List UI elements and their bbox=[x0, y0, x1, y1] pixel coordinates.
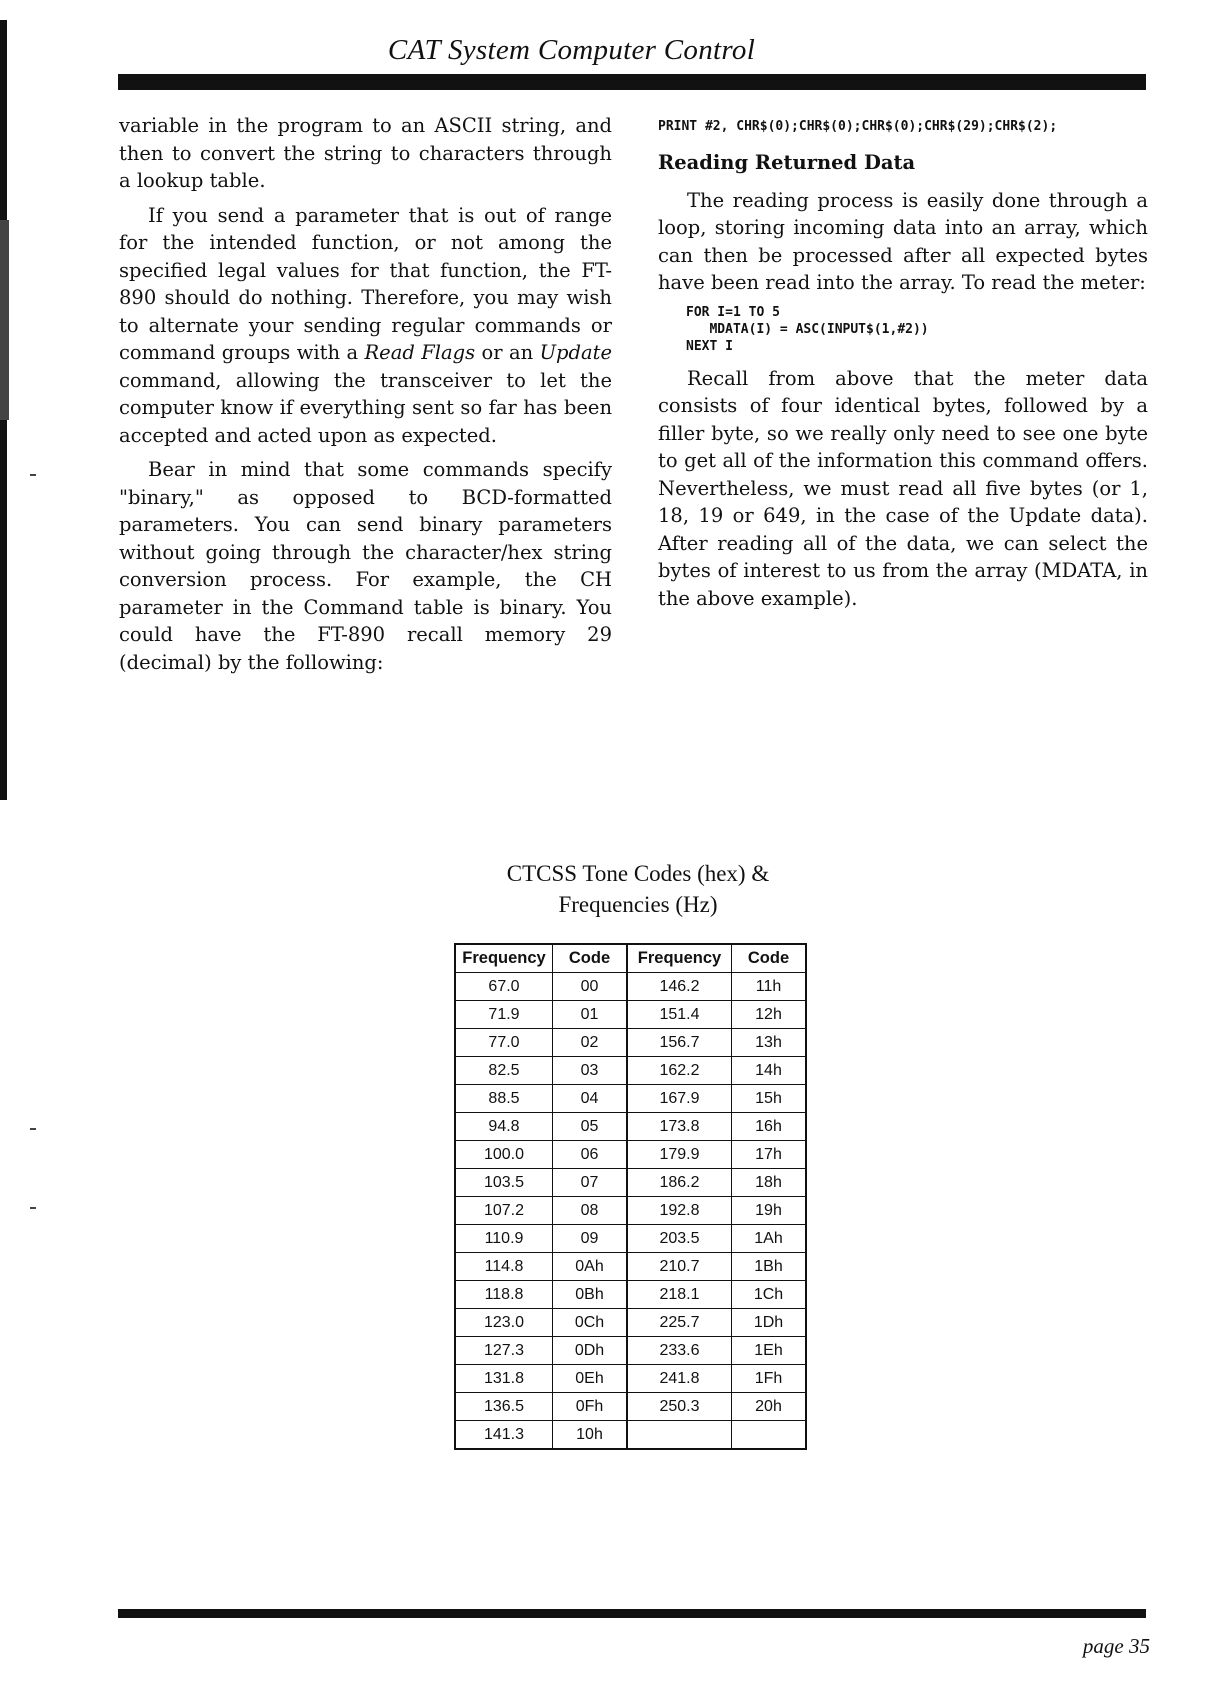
code-cell: 11h bbox=[732, 973, 807, 1001]
table-row bbox=[455, 1365, 806, 1393]
code-cell: 00 bbox=[553, 973, 628, 1001]
code-cell: 05 bbox=[553, 1113, 628, 1141]
table-row bbox=[455, 1421, 806, 1450]
code-cell: 12h bbox=[732, 1001, 807, 1029]
table-row bbox=[455, 1113, 806, 1141]
scan-mark bbox=[30, 474, 36, 476]
frequency-cell: 233.6 bbox=[627, 1337, 732, 1365]
code-cell: 20h bbox=[732, 1393, 807, 1421]
page-number: page 35 bbox=[1082, 1634, 1150, 1658]
table-title-line: CTCSS Tone Codes (hex) & bbox=[506, 861, 770, 886]
code-cell: 13h bbox=[732, 1029, 807, 1057]
text-span: command, allowing the transceiver to let the computer know if everything sent so far has been accepted and acted upon as expected. bbox=[119, 368, 612, 447]
frequency-cell: 118.8 bbox=[455, 1281, 553, 1309]
code-cell: 1Dh bbox=[732, 1309, 807, 1337]
paragraph-lookup-table: variable in the program to an ASCII string, and then to convert the string to characters through a lookup table. bbox=[119, 114, 612, 192]
frequency-cell: 192.8 bbox=[627, 1197, 732, 1225]
code-cell: 07 bbox=[553, 1169, 628, 1197]
section-heading: Reading Returned Data bbox=[658, 151, 916, 174]
column-header: Frequency bbox=[627, 944, 732, 973]
frequency-cell: 146.2 bbox=[627, 973, 732, 1001]
table-row bbox=[455, 1029, 806, 1057]
code-cell: 02 bbox=[553, 1029, 628, 1057]
code-cell: 01 bbox=[553, 1001, 628, 1029]
table-row bbox=[455, 1225, 806, 1253]
frequency-cell: 218.1 bbox=[627, 1281, 732, 1309]
column-header: Code bbox=[553, 944, 628, 973]
frequency-cell: 110.9 bbox=[455, 1225, 553, 1253]
table-header-row bbox=[455, 944, 806, 973]
frequency-cell: 225.7 bbox=[627, 1309, 732, 1337]
code-cell: 0Dh bbox=[553, 1337, 628, 1365]
table-row bbox=[455, 1393, 806, 1421]
table-row bbox=[455, 1057, 806, 1085]
code-line: FOR I=1 TO 5 bbox=[686, 304, 780, 320]
code-cell: 03 bbox=[553, 1057, 628, 1085]
frequency-cell: 127.3 bbox=[455, 1337, 553, 1365]
right-column bbox=[658, 112, 1148, 619]
scan-edge-shadow bbox=[0, 220, 9, 420]
frequency-cell: 107.2 bbox=[455, 1197, 553, 1225]
table-row bbox=[455, 1309, 806, 1337]
table-title-line: Frequencies (Hz) bbox=[558, 892, 718, 917]
read-flags-term: Read Flags bbox=[364, 341, 476, 364]
frequency-cell: 179.9 bbox=[627, 1141, 732, 1169]
code-cell bbox=[732, 1421, 807, 1450]
frequency-cell: 67.0 bbox=[455, 973, 553, 1001]
code-cell: 1Eh bbox=[732, 1337, 807, 1365]
code-cell: 0Fh bbox=[553, 1393, 628, 1421]
frequency-cell: 186.2 bbox=[627, 1169, 732, 1197]
table-row bbox=[455, 1169, 806, 1197]
code-cell: 1Ah bbox=[732, 1225, 807, 1253]
frequency-cell: 131.8 bbox=[455, 1365, 553, 1393]
footer-rule bbox=[118, 1609, 1146, 1618]
code-cell: 1Fh bbox=[732, 1365, 807, 1393]
frequency-cell: 162.2 bbox=[627, 1057, 732, 1085]
ctcss-tone-table bbox=[454, 943, 807, 1450]
code-cell: 0Eh bbox=[553, 1365, 628, 1393]
code-cell: 18h bbox=[732, 1169, 807, 1197]
code-cell: 0Bh bbox=[553, 1281, 628, 1309]
header-rule bbox=[118, 74, 1146, 90]
paragraph-binary-parameters: Bear in mind that some commands specify "binary," as opposed to BCD-formatted parameters. You can send binary parameters without going through the character/hex string conversion process. For example, the CH parameter in the Command table is binary. You could have the FT-890 recall memory 29 (decimal) by the following: bbox=[119, 458, 612, 674]
scan-mark bbox=[30, 1128, 36, 1130]
table-row bbox=[455, 1253, 806, 1281]
table-row bbox=[455, 1281, 806, 1309]
frequency-cell: 241.8 bbox=[627, 1365, 732, 1393]
paragraph-out-of-range bbox=[119, 202, 612, 450]
frequency-cell: 77.0 bbox=[455, 1029, 553, 1057]
frequency-cell: 100.0 bbox=[455, 1141, 553, 1169]
column-header: Frequency bbox=[455, 944, 553, 973]
code-cell: 14h bbox=[732, 1057, 807, 1085]
code-cell: 09 bbox=[553, 1225, 628, 1253]
code-cell: 17h bbox=[732, 1141, 807, 1169]
update-term: Update bbox=[539, 341, 612, 364]
table-row bbox=[455, 1085, 806, 1113]
frequency-cell: 167.9 bbox=[627, 1085, 732, 1113]
table-row bbox=[455, 1001, 806, 1029]
left-column bbox=[119, 112, 612, 683]
print-code-line: PRINT #2, CHR$(0);CHR$(0);CHR$(0);CHR$(29);CHR$(2); bbox=[658, 119, 1058, 134]
code-cell: 06 bbox=[553, 1141, 628, 1169]
frequency-cell: 103.5 bbox=[455, 1169, 553, 1197]
text-span: If you send a parameter that is out of range for the intended function, or not among the specified legal values for that function, the FT-890 should do nothing. Therefore, you may wish to alternate your sending regular commands or command groups with a bbox=[119, 203, 612, 364]
frequency-cell: 151.4 bbox=[627, 1001, 732, 1029]
table-row bbox=[455, 1141, 806, 1169]
frequency-cell: 173.8 bbox=[627, 1113, 732, 1141]
code-line: NEXT I bbox=[686, 338, 733, 354]
table-row bbox=[455, 1337, 806, 1365]
frequency-cell: 136.5 bbox=[455, 1393, 553, 1421]
frequency-cell: 210.7 bbox=[627, 1253, 732, 1281]
code-cell: 16h bbox=[732, 1113, 807, 1141]
code-cell: 19h bbox=[732, 1197, 807, 1225]
frequency-cell bbox=[627, 1421, 732, 1450]
table-row bbox=[455, 973, 806, 1001]
code-cell: 15h bbox=[732, 1085, 807, 1113]
column-header: Code bbox=[732, 944, 807, 973]
code-cell: 0Ch bbox=[553, 1309, 628, 1337]
meter-read-code bbox=[686, 304, 1148, 355]
frequency-cell: 82.5 bbox=[455, 1057, 553, 1085]
frequency-cell: 94.8 bbox=[455, 1113, 553, 1141]
code-cell: 1Ch bbox=[732, 1281, 807, 1309]
table-title bbox=[418, 858, 858, 920]
page-header-title: CAT System Computer Control bbox=[387, 34, 756, 66]
code-cell: 0Ah bbox=[553, 1253, 628, 1281]
code-cell: 10h bbox=[553, 1421, 628, 1450]
table-row bbox=[455, 1197, 806, 1225]
text-span: or an bbox=[475, 341, 540, 364]
code-cell: 04 bbox=[553, 1085, 628, 1113]
paragraph-meter-data: Recall from above that the meter data consists of four identical bytes, followed by a filler byte, so we really only need to see one byte to get all of the information this command offers. Nevertheless, we must read all five bytes (or 1, 18, 19 or 649, in the case of the Update data). After reading all of the data, we can select the bytes of interest to us from the array (MDATA, in the above example). bbox=[658, 366, 1148, 610]
frequency-cell: 141.3 bbox=[455, 1421, 553, 1450]
frequency-cell: 71.9 bbox=[455, 1001, 553, 1029]
paragraph-reading-process: The reading process is easily done through a loop, storing incoming data into an array, which can then be processed after all expected bytes have been read into the array. To read the meter: bbox=[658, 188, 1148, 294]
frequency-cell: 250.3 bbox=[627, 1393, 732, 1421]
code-line: MDATA(I) = ASC(INPUT$(1,#2)) bbox=[686, 321, 929, 337]
frequency-cell: 203.5 bbox=[627, 1225, 732, 1253]
scan-mark bbox=[30, 1207, 36, 1209]
code-cell: 1Bh bbox=[732, 1253, 807, 1281]
frequency-cell: 88.5 bbox=[455, 1085, 553, 1113]
frequency-cell: 156.7 bbox=[627, 1029, 732, 1057]
table-body bbox=[455, 973, 806, 1450]
code-cell: 08 bbox=[553, 1197, 628, 1225]
frequency-cell: 123.0 bbox=[455, 1309, 553, 1337]
frequency-cell: 114.8 bbox=[455, 1253, 553, 1281]
